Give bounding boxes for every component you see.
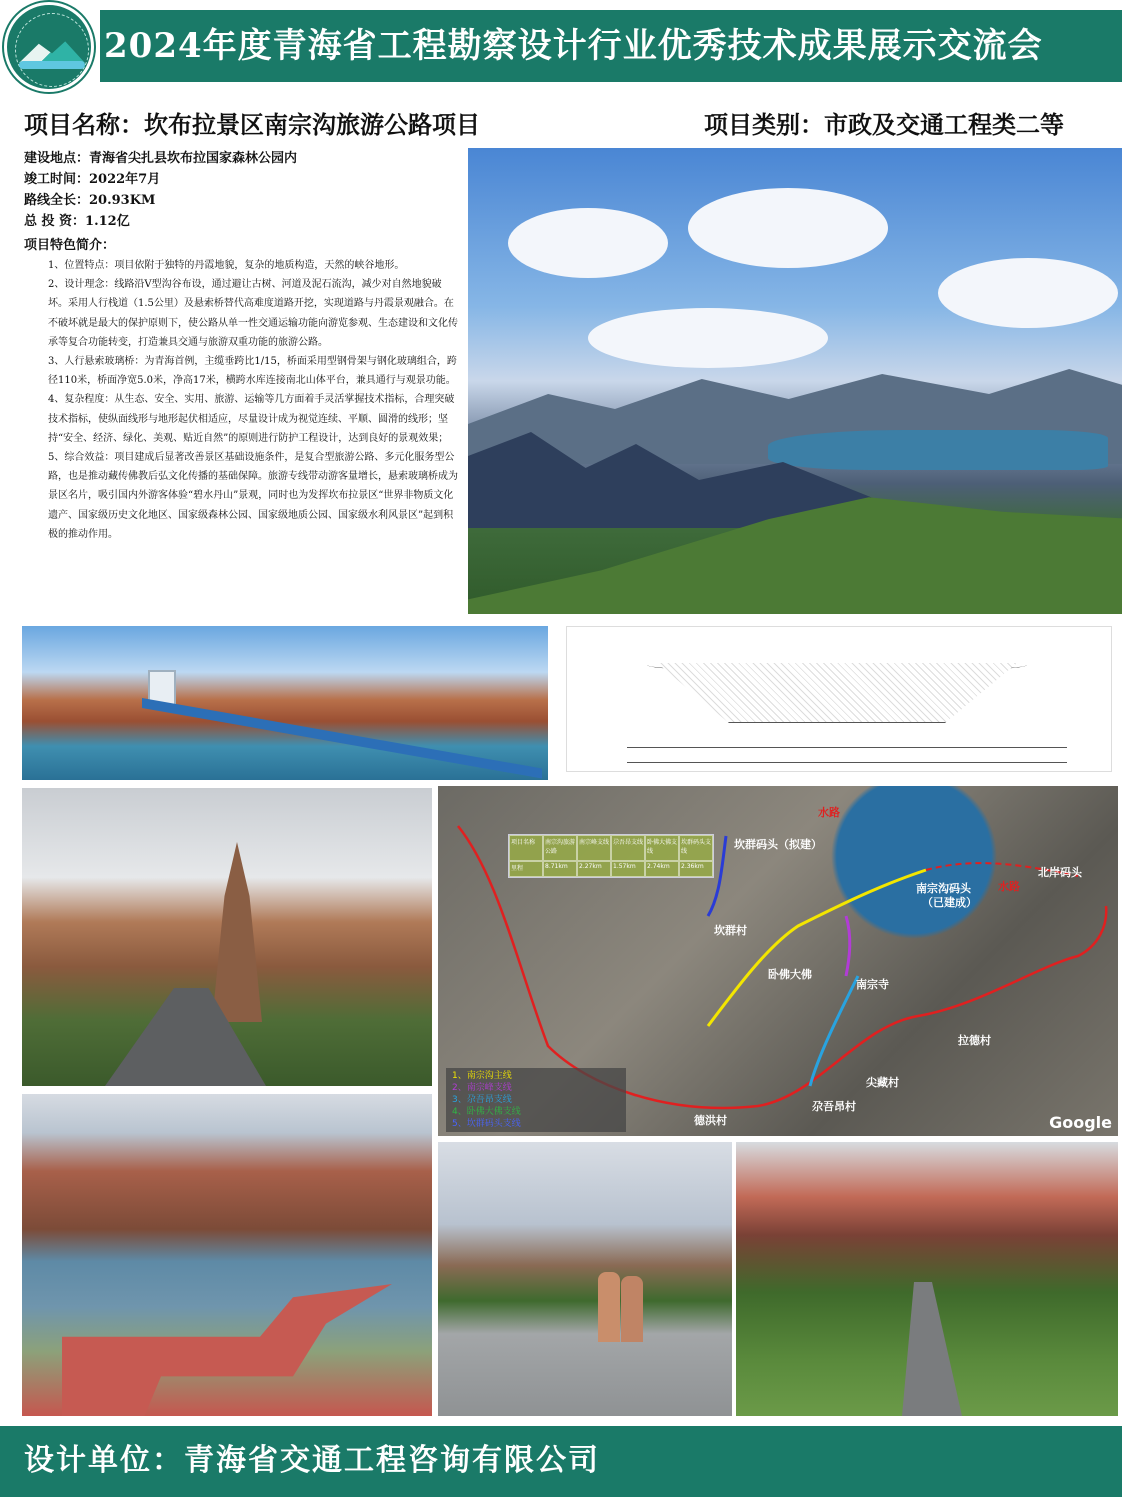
meta-investment: 总 投 资：1.12亿 — [24, 214, 130, 229]
google-watermark: Google — [1049, 1113, 1112, 1132]
cloud — [938, 258, 1118, 328]
project-name: 项目名称：坎布拉景区南宗沟旅游公路项目 — [24, 110, 480, 139]
table-header-cell: 卧佛大佛支线 — [645, 835, 679, 861]
legend-item: 2、南宗峰支线 — [452, 1083, 512, 1093]
map-label-nanzong-temple: 南宗寺 — [856, 978, 889, 991]
table-cell: 1.57km — [611, 861, 645, 878]
cloud — [688, 188, 888, 268]
map-legend — [446, 1068, 626, 1132]
table-header-cell: 尕吾昂支线 — [611, 835, 645, 861]
bridge-deck — [142, 698, 542, 779]
rock-spire — [212, 842, 262, 1022]
lakeside-boardwalk-photo — [22, 1094, 432, 1416]
intro-paragraph: 1、位置特点：项目依附于独特的丹霞地貌，复杂的地质构造，天然的峡谷地形。 — [48, 260, 405, 271]
table-header-cell: 坎群码头支线 — [679, 835, 713, 861]
road — [82, 988, 312, 1086]
project-category: 项目类别：市政及交通工程类二等 — [704, 110, 1064, 139]
page-title: 2024年度青海省工程勘察设计行业优秀技术成果展示交流会 — [104, 26, 1043, 66]
intro-paragraph: 2、设计理念：线路沿V型沟谷布设，通过避让古树、河道及泥石流沟，减少对自然地貌破坏。采用人行栈道（1.5公里）及悬索桥替代高难度道路开挖，实现道路与丹霞景观融合。在不破坏就是最大的保护原则下，使公路从单一性交通运输功能向游览参观、生态建设和文化传承等复合功能转变，打造兼具交通与旅游双重功能的旅游公路。 — [48, 279, 458, 348]
table-header-cell: 南宗沟旅游公路 — [543, 835, 577, 861]
stone-marker — [598, 1272, 620, 1342]
stone-marker — [621, 1276, 643, 1342]
intro-paragraph: 4、复杂程度：从生态、安全、实用、旅游、运输等几方面着手灵活掌握技术指标，合理突破技术指标，使纵面线形与地形起伏相适应，尽量设计成为视觉连续、平顺、圆滑的线形；坚持“安全、经济、绿化、美观、贴近自然”的原则进行防护工程设计，达到良好的景观效果； — [48, 394, 455, 444]
reservoir — [768, 430, 1108, 470]
nanzong-mainline — [708, 870, 926, 1026]
valley-section — [657, 663, 1017, 723]
map-label-kanqun-dock: 坎群码头（拟建） — [734, 838, 822, 851]
map-label-kanqun-village: 坎群村 — [714, 924, 747, 937]
table-header-cell: 南宗峰支线 — [577, 835, 611, 861]
road — [866, 1282, 986, 1416]
canyon-road-photo — [22, 788, 432, 1086]
meta-completion: 竣工时间：2022年7月 — [24, 172, 161, 187]
nanzong-peak-branch — [846, 916, 850, 976]
logo-water-icon — [19, 61, 85, 69]
map-label-waterway2: 水路 — [998, 880, 1020, 893]
map-label-built: （已建成） — [922, 896, 977, 909]
map-label-lade-village: 拉德村 — [958, 1034, 991, 1047]
table-cell: 里程 — [509, 861, 543, 878]
bridge-plan-view — [627, 747, 1067, 763]
intro-heading: 项目特色简介： — [24, 238, 116, 253]
bridge-elevation-drawing — [566, 626, 1112, 772]
legend-item: 3、尕吾昂支线 — [452, 1095, 512, 1105]
suspension-bridge-photo — [22, 626, 548, 780]
main-landscape-photo — [468, 148, 1122, 614]
footer — [0, 1426, 1122, 1497]
legend-item: 5、坎群码头支线 — [452, 1119, 521, 1129]
map-label-buddha: 卧佛大佛 — [768, 968, 812, 981]
intro-paragraph: 5、综合效益：项目建成后显著改善景区基础设施条件，是复合型旅游公路、多元化服务型公路，也是推动藏传佛教后弘文化传播的基础保障。旅游专线带动游客量增长，悬索玻璃桥成为景区名片，吸引国内外游客体验“碧水丹山”景观，同时也为发挥坎布拉景区“世界非物质文化遗产、国家级历史文化地区、国家级森林公园、国家级地质公园、国家级水利风景区”起到积极的推动作用。 — [48, 452, 458, 540]
table-cell: 2.74km — [645, 861, 679, 878]
zawu-branch — [810, 976, 858, 1086]
table-cell: 2.27km — [577, 861, 611, 878]
forest-road-photo — [736, 1142, 1118, 1416]
legend-item: 4、卧佛大佛支线 — [452, 1107, 521, 1117]
header — [0, 0, 1122, 100]
association-logo-icon — [4, 2, 94, 92]
table-header-cell: 项目名称 — [509, 835, 543, 861]
boardwalk — [62, 1284, 392, 1416]
table-cell: 2.36km — [679, 861, 713, 878]
map-label-zawu-village: 尕吾昂村 — [812, 1100, 856, 1113]
intro-paragraph: 3、人行悬索玻璃桥：为青海首例，主缆垂跨比1/15，桥面采用型钢骨架与钢化玻璃组合，跨径110米，桥面净宽5.0米，净高17米，横跨水库连接南北山体平台，兼具通行与观景功能。 — [48, 356, 457, 387]
map-label-jianzang-village: 尖藏村 — [866, 1076, 899, 1089]
legend-item: 1、南宗沟主线 — [452, 1071, 512, 1081]
meta-location: 建设地点：青海省尖扎县坎布拉国家森林公园内 — [24, 151, 298, 166]
cloud — [508, 208, 668, 278]
map-label-nanzong-dock: 南宗沟码头 — [916, 882, 971, 895]
cloud — [588, 308, 828, 368]
intro-body — [48, 256, 460, 544]
logo-ring — [15, 13, 89, 87]
design-unit: 设计单位：青海省交通工程咨询有限公司 — [24, 1443, 600, 1478]
map-label-waterway: 水路 — [818, 806, 840, 819]
route-map — [438, 786, 1118, 1136]
map-label-north-dock: 北岸码头 — [1038, 866, 1082, 879]
table-cell: 8.71km — [543, 861, 577, 878]
parking-area-photo — [438, 1142, 732, 1416]
mileage-table — [508, 834, 714, 878]
map-label-dehong-village: 德洪村 — [694, 1114, 727, 1127]
meta-length: 路线全长：20.93KM — [24, 193, 156, 208]
